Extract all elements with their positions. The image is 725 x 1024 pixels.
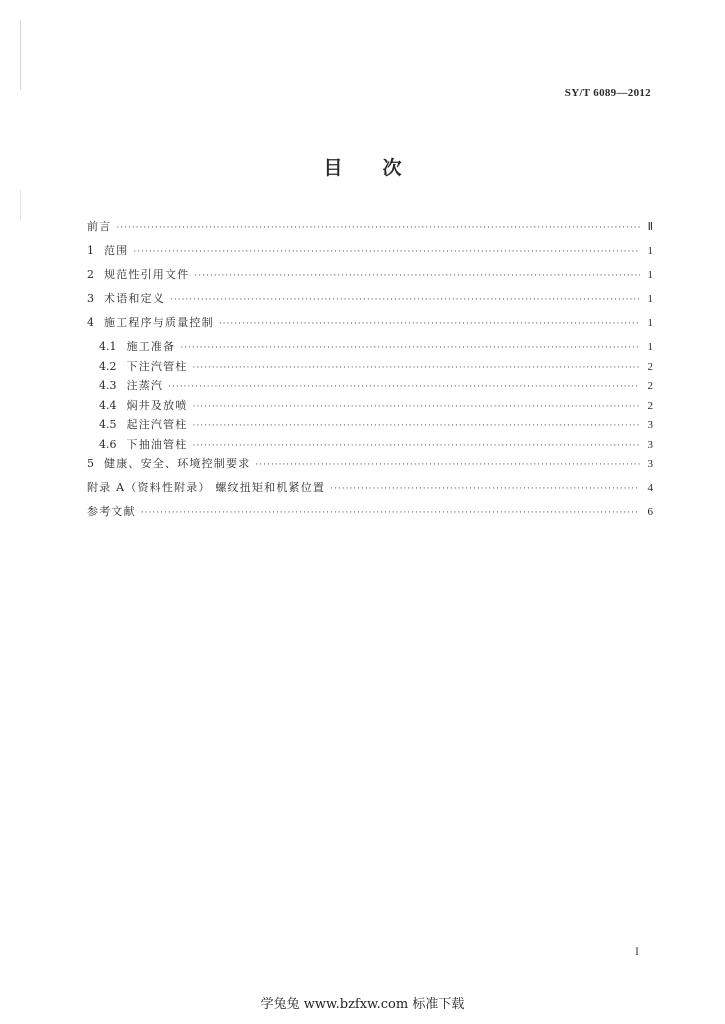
toc-entry-4-3[interactable] bbox=[87, 377, 653, 397]
toc-entry-label: 起注汽管柱 bbox=[126, 418, 188, 431]
toc-entry-2[interactable] bbox=[87, 266, 653, 290]
toc-leader-dots bbox=[193, 441, 641, 451]
toc-entry-page: 2 bbox=[647, 399, 653, 412]
toc-entry-page: Ⅱ bbox=[647, 221, 653, 233]
toc-leader-dots bbox=[330, 484, 640, 494]
toc-entry-page: 3 bbox=[647, 458, 653, 470]
toc-entry-number: 1 bbox=[87, 244, 94, 257]
toc-entry-label: 健康、安全、环境控制要求 bbox=[104, 457, 251, 470]
toc-leader-dots bbox=[141, 508, 640, 518]
toc-leader-dots bbox=[219, 319, 640, 329]
toc-leader-dots bbox=[116, 223, 640, 233]
toc-entry-page: 2 bbox=[647, 380, 653, 392]
page-number: I bbox=[635, 944, 639, 958]
toc-entry-4[interactable] bbox=[87, 314, 653, 338]
toc-entry-label: 术语和定义 bbox=[104, 292, 165, 305]
toc-entry-page: 1 bbox=[647, 341, 653, 353]
toc-entry-label: 附录 A（资料性附录） 螺纹扭矩和机紧位置 bbox=[87, 481, 326, 494]
toc-leader-dots bbox=[180, 343, 640, 353]
toc-entry-number: 3 bbox=[87, 292, 94, 305]
toc-entry-appendix-a[interactable] bbox=[87, 479, 653, 503]
toc-entry-4-1[interactable] bbox=[87, 338, 653, 358]
toc-entry-foreword[interactable] bbox=[87, 218, 653, 242]
scan-edge-line bbox=[20, 20, 21, 90]
toc-entry-label: 前言 bbox=[87, 220, 112, 233]
toc-entry-3[interactable] bbox=[87, 290, 653, 314]
toc-entry-page: 1 bbox=[647, 245, 653, 257]
toc-leader-dots bbox=[193, 363, 641, 373]
toc-entry-number: 2 bbox=[87, 268, 94, 281]
toc-leader-dots bbox=[133, 247, 640, 257]
toc-entry-number: 4.4 bbox=[99, 398, 117, 412]
toc-entry-1[interactable] bbox=[87, 242, 653, 266]
toc-entry-number: 5 bbox=[87, 457, 94, 470]
table-of-contents bbox=[87, 218, 653, 527]
toc-entry-number: 4.5 bbox=[99, 418, 117, 431]
toc-entry-number: 4 bbox=[87, 316, 94, 329]
toc-entry-page: 1 bbox=[647, 269, 653, 281]
toc-entry-page: 6 bbox=[647, 506, 653, 518]
toc-entry-label: 施工准备 bbox=[126, 340, 176, 353]
toc-leader-dots bbox=[168, 382, 640, 392]
toc-entry-4-2[interactable] bbox=[87, 358, 653, 378]
toc-title bbox=[0, 153, 725, 180]
toc-entry-number: 4.6 bbox=[99, 437, 117, 451]
toc-entry-label: 施工程序与质量控制 bbox=[104, 316, 214, 329]
toc-entry-4-5[interactable] bbox=[87, 416, 653, 436]
toc-entry-label: 下抽油管柱 bbox=[126, 437, 188, 451]
toc-title-char: 次 bbox=[382, 157, 402, 179]
toc-entry-label: 范围 bbox=[104, 244, 129, 257]
toc-entry-page: 3 bbox=[647, 419, 653, 431]
toc-entry-label: 规范性引用文件 bbox=[104, 268, 190, 281]
toc-leader-dots bbox=[170, 295, 640, 305]
toc-leader-dots bbox=[193, 402, 641, 412]
toc-entry-page: 2 bbox=[647, 360, 653, 373]
toc-entry-4-4[interactable] bbox=[87, 397, 653, 417]
toc-entry-number: 4.2 bbox=[99, 359, 117, 373]
toc-entry-page: 3 bbox=[647, 438, 653, 451]
toc-entry-5[interactable] bbox=[87, 455, 653, 479]
toc-entry-label: 参考文献 bbox=[87, 505, 136, 518]
toc-entry-page: 4 bbox=[647, 482, 653, 494]
toc-entry-number: 4.1 bbox=[99, 340, 117, 353]
watermark-text: 学兔兔 www.bzfxw.com 标准下载 bbox=[260, 997, 465, 1012]
toc-entry-number: 4.3 bbox=[99, 379, 117, 392]
toc-entry-label: 焖井及放喷 bbox=[126, 398, 188, 412]
toc-leader-dots bbox=[194, 271, 640, 281]
toc-entry-page: 1 bbox=[647, 293, 653, 305]
toc-entry-page: 1 bbox=[647, 317, 653, 329]
standard-code: SY/T 6089—2012 bbox=[564, 87, 651, 99]
scan-edge-line bbox=[20, 190, 21, 220]
toc-entry-label: 注蒸汽 bbox=[126, 379, 164, 392]
toc-entry-references[interactable] bbox=[87, 503, 653, 527]
toc-entry-4-6[interactable] bbox=[87, 436, 653, 456]
toc-leader-dots bbox=[255, 460, 640, 470]
toc-leader-dots bbox=[193, 421, 641, 431]
toc-title-char: 目 bbox=[323, 157, 343, 179]
toc-entry-label: 下注汽管柱 bbox=[126, 359, 188, 373]
